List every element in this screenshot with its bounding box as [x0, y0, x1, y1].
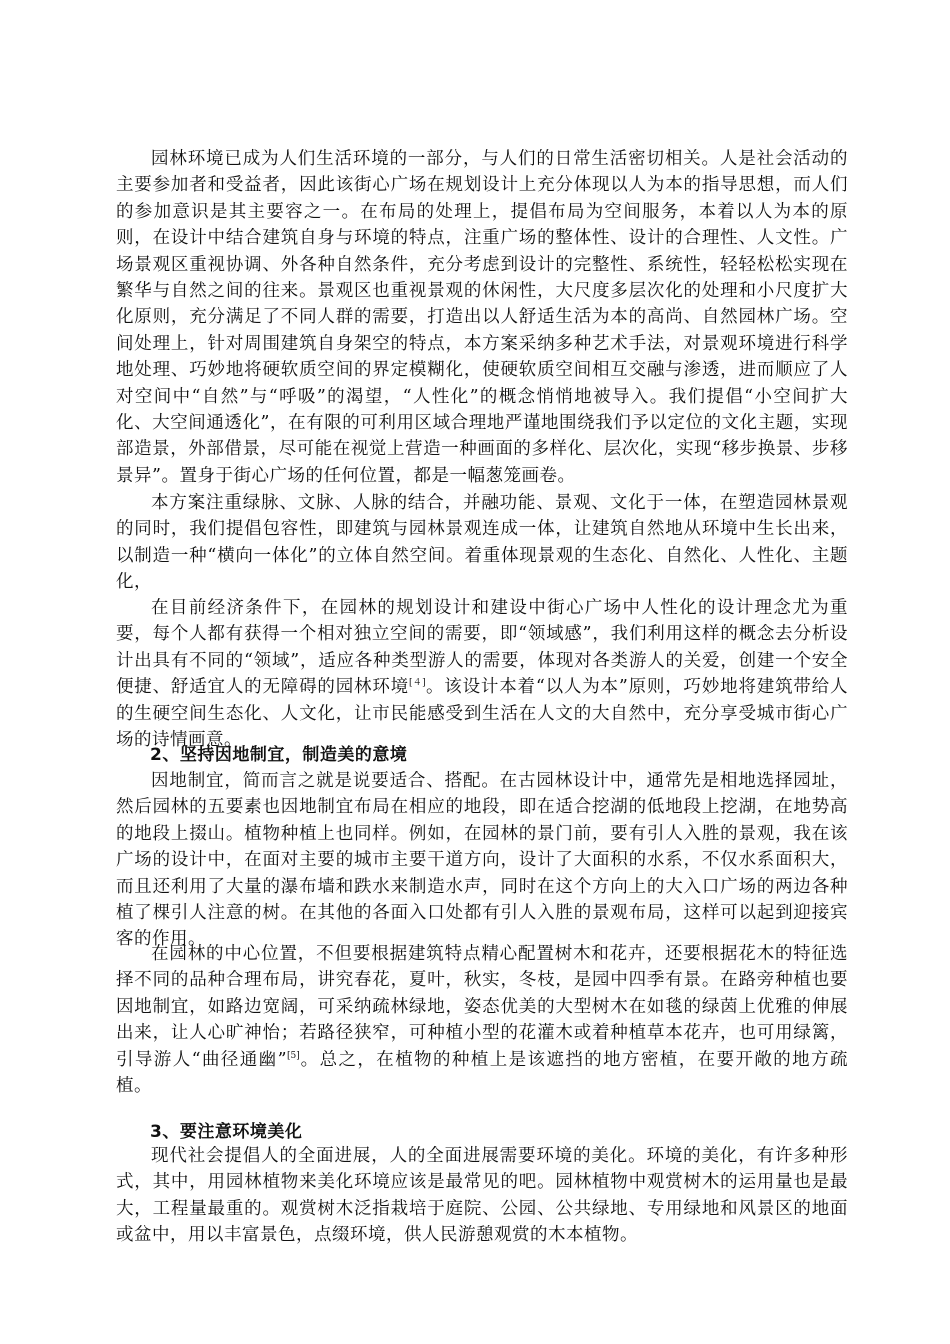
paragraph-humanized-concept [116, 595, 848, 753]
citation-4: [４] [408, 678, 426, 689]
paragraph-humanized-text-1: 在目前经济条件下，在园林的规划设计和建设中街心广场中人性化的设计理念尤为重要，每个人都有获得一个相对独立空间的需要，即“领域感”，我们利用这样的概念去分析设计出具有不同的“领域”，适应各种类型游人的需要，体现对各类游人的关爱，创建一个安全便捷、舒适宜人的无障碍的园林环境 [116, 598, 848, 698]
section-heading-3: 3、要注意环境美化 [150, 1122, 303, 1142]
paragraph-site-adaptation: 因地制宜，简而言之就是说要适合、搭配。在古园林设计中，通常先是相地选择园址，然后园林的五要素也因地制宜布局在相应的地段，即在适合挖湖的低地段上挖湖，在地势高的地段上掇山。植物种植上也同样。例如，在园林的景门前，要有引人入胜的景观，我在该广场的设计中，在面对主要的城市主要干道方向，设计了大面积的水系，不仅水系面积大，而且还利用了大量的瀑布墙和跌水来制造水声，同时在这个方向上的大入口广场的两边各种植了棵引人注意的树。在其他的各面入口处都有引人入胜的景观布局，这样可以起到迎接宾客的作用。 [116, 771, 848, 950]
paragraph-humanized-text-2: 。该设计本着“以人为本”原则，巧妙地将建筑带给人的生硬空间生态化、人文化，让市民能感受到生活在人文的大自然中，充分享受城市街心广场的诗情画意。 [116, 677, 848, 751]
paragraph-planting-text-2: 。总之，在植物的种植上是该遮挡的地方密植，在要开敞的地方疏植。 [116, 1049, 848, 1097]
section-heading-2: 2、坚持因地制宜，制造美的意境 [150, 745, 408, 765]
paragraph-environment-beautification: 现代社会提倡人的全面进展，人的全面进展需要环境的美化。环境的美化，有许多种形式，其中，用园林植物来美化环境应该是最常见的吧。园林植物中观赏树木的运用量也是最大，工程量最重的。观赏树木泛指栽培于庭院、公园、公共绿地、专用绿地和风景区的地面或盆中，用以丰富景色，点缀环境，供人民游憩观赏的木本植物。 [116, 1146, 848, 1246]
paragraph-planting-text-1: 在园林的中心位置，不但要根据建筑特点精心配置树木和花卉，还要根据花木的特征选择不同的品种合理布局，讲究春花，夏叶，秋实，冬枝，是园中四季有景。在路旁种植也要因地制宜，如路边宽阔，可采纳疏林绿地，姿态优美的大型树木在如毯的绿茵上优雅的伸展出来，让人心旷神怡；若路径狭窄，可种植小型的花灌木或着种植草本花卉，也可用绿篱，引导游人“曲径通幽” [116, 944, 848, 1070]
paragraph-human-centered-design: 园林环境已成为人们生活环境的一部分，与人们的日常生活密切相关。人是社会活动的主要参加者和受益者，因此该街心广场在规划设计上充分体现以人为本的指导思想，而人们的参加意识是其主要容之一。在布局的处理上，提倡布局为空间服务，本着以人为本的原则，在设计中结合建筑自身与环境的特点，注重广场的整体性、设计的合理性、人文性。广场景观区重视协调、外各种自然条件，充分考虑到设计的完整性、系统性，轻轻松松实现在繁华与自然之间的往来。景观区也重视景观的休闲性，大尺度多层次化的处理和小尺度扩大化原则，充分满足了不同人群的需要，打造出以人舒适生活为本的高尚、自然园林广场。空间处理上，针对周围建筑自身架空的特点，本方案采纳多种艺术手法，对景观环境进行科学地处理、巧妙地将硬软质空间的界定模糊化，使硬软质空间相互交融与渗透，进而顺应了人对空间中“自然”与“呼吸”的渴望，“人性化”的概念悄悄地被导入。我们提倡“小空间扩大化、大空间通透化”，在有限的可利用区域合理地严谨地围绕我们予以定位的文化主题，实现部造景，外部借景，尽可能在视觉上营造一种画面的多样化、层次化，实现“移步换景、步移景异”。置身于街心广场的任何位置，都是一幅葱笼画卷。 [116, 149, 848, 486]
paragraph-landscape-integration: 本方案注重绿脉、文脉、人脉的结合，并融功能、景观、文化于一体，在塑造园林景观的同时，我们提倡包容性，即建筑与园林景观连成一体，让建筑自然地从环境中生长出来，以制造一种“横向一体化”的立体自然空间。着重体现景观的生态化、自然化、人性化、主题化， [116, 493, 848, 593]
paragraph-planting-layout [116, 941, 848, 1099]
citation-5: [5] [287, 1050, 300, 1061]
